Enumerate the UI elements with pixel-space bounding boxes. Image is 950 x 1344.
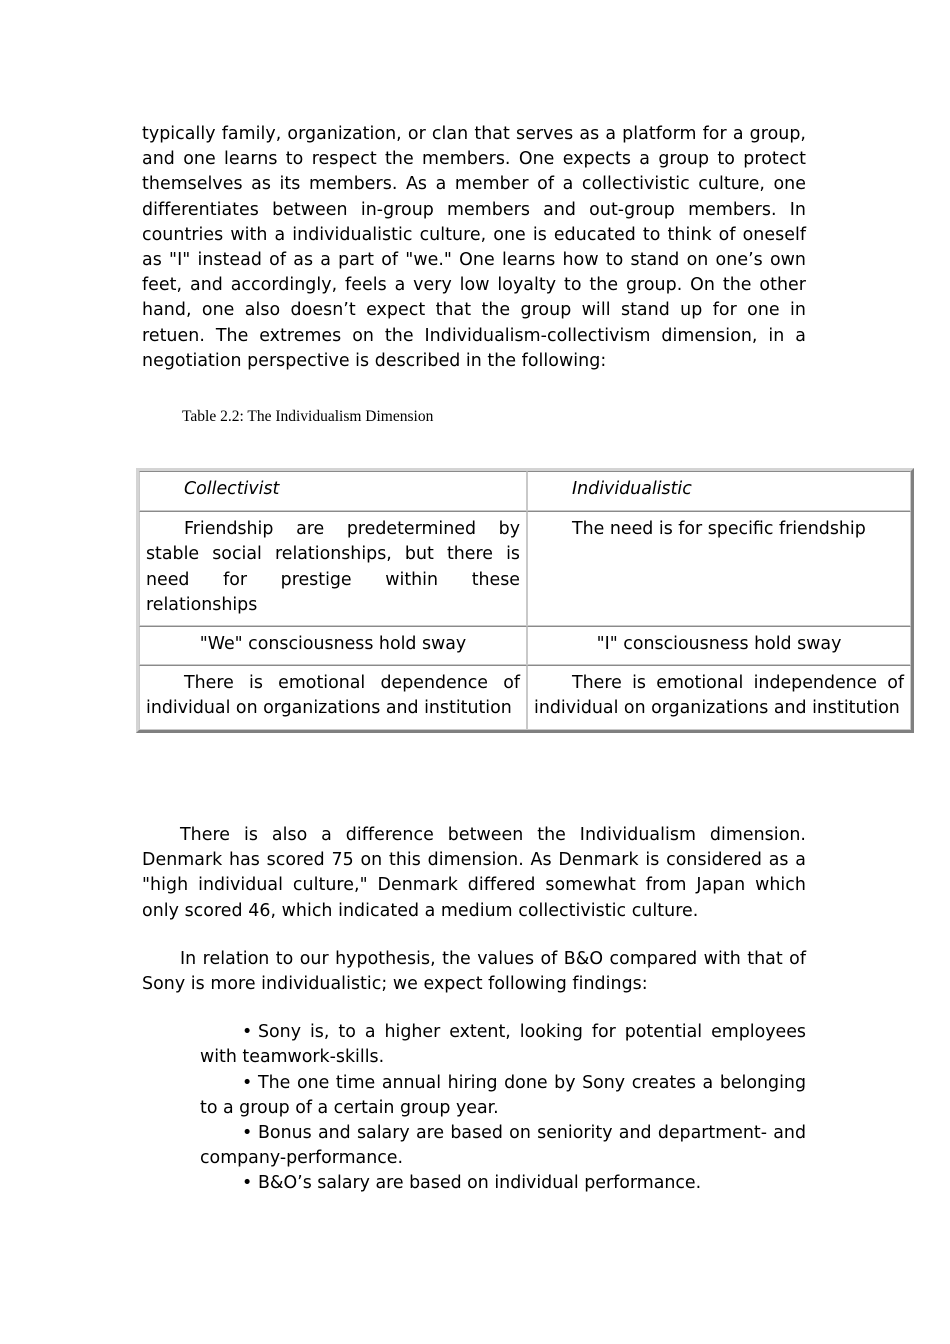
- list-item: [200, 1071, 806, 1121]
- spacer-between-paragraphs: [142, 924, 806, 947]
- document-content: [142, 122, 806, 427]
- table-row: [139, 511, 911, 626]
- table-header-label-collectivist: Collectivist: [184, 479, 280, 499]
- paragraph-intro: typically family, organization, or clan that serves as a platform for a group, and one learns to respect the members. One expects a group to protect themselves as its members. As a member of a collectivistic culture, one differentiates between in-group members and out-group members. In countries with a individualistic culture, one is educated to think of oneself as "I" instead of as a part of "we." One learns how to stand on one’s own feet, and accordingly, feels a very low loyalty to the group. On the other hand, one also doesn’t expect that the group will stand up for one in retuen. The extremes on the Individualism-collectivism dimension, in a negotiation perspective is described in the following:: [142, 124, 806, 371]
- table-row: [139, 665, 911, 729]
- table-cell-r3-left: [139, 665, 527, 729]
- list-item-text: Bonus and salary are based on seniority and department- and company-performance.: [200, 1123, 806, 1169]
- individualism-dimension-table: [136, 468, 914, 733]
- bullet-icon: •: [242, 1022, 253, 1043]
- document-content-lower: [142, 823, 806, 1197]
- table-cell-r3-right: [527, 665, 911, 729]
- list-item-text: Sony is, to a higher extent, looking for potential employees with teamwork-skills.: [200, 1022, 806, 1068]
- list-item-text: The one time annual hiring done by Sony creates a belonging to a group of a certain group year.: [200, 1072, 806, 1118]
- table-header-cell-collectivist: [139, 471, 527, 511]
- table-header-label-individualistic: Individualistic: [572, 479, 692, 499]
- findings-bullet-list: [142, 1020, 806, 1196]
- table-header-cell-individualistic: [527, 471, 911, 511]
- bullet-icon: •: [242, 1123, 253, 1144]
- list-item-text: B&O’s salary are based on individual performance.: [258, 1173, 702, 1194]
- spacer-before-bullets: [142, 997, 806, 1020]
- table-header-row: [139, 471, 911, 511]
- paragraph-denmark-score: There is also a difference between the Individualism dimension. Denmark has scored 75 on this dimension. As Denmark is considered as a "high individual culture," Denmark differed somewhat from Japan which only scored 46, which indicated a medium collectivistic culture.: [142, 825, 806, 921]
- table-cell-text: The need is for specific friendship: [572, 519, 866, 540]
- table-wrapper: [136, 468, 904, 733]
- table-cell-text: "We" consciousness hold sway: [199, 634, 467, 655]
- spacer-before-caption: [142, 374, 806, 407]
- paragraph-hypothesis: In relation to our hypothesis, the values of B&O compared with that of Sony is more individualistic; we expect following findings:: [142, 948, 806, 995]
- list-item: [200, 1020, 806, 1070]
- table-cell-r2-left: [139, 626, 527, 665]
- table-cell-text: There is emotional independence of individual on organizations and institution: [534, 673, 904, 719]
- table-cell-text: Friendship are predetermined by stable social relationships, but there is need for prestige within these relationships: [146, 519, 520, 615]
- table-cell-r1-left: [139, 511, 527, 626]
- table-cell-text: "I" consciousness hold sway: [596, 634, 842, 655]
- table-row: [139, 626, 911, 665]
- table-cell-text: There is emotional dependence of individual on organizations and institution: [146, 673, 520, 719]
- table-cell-r2-right: [527, 626, 911, 665]
- bullet-icon: •: [242, 1072, 253, 1093]
- table-cell-r1-right: [527, 511, 911, 626]
- list-item: [200, 1121, 806, 1171]
- bullet-icon: •: [242, 1173, 253, 1194]
- table-caption: Table 2.2: The Individualism Dimension: [182, 408, 434, 426]
- list-item: [200, 1171, 806, 1196]
